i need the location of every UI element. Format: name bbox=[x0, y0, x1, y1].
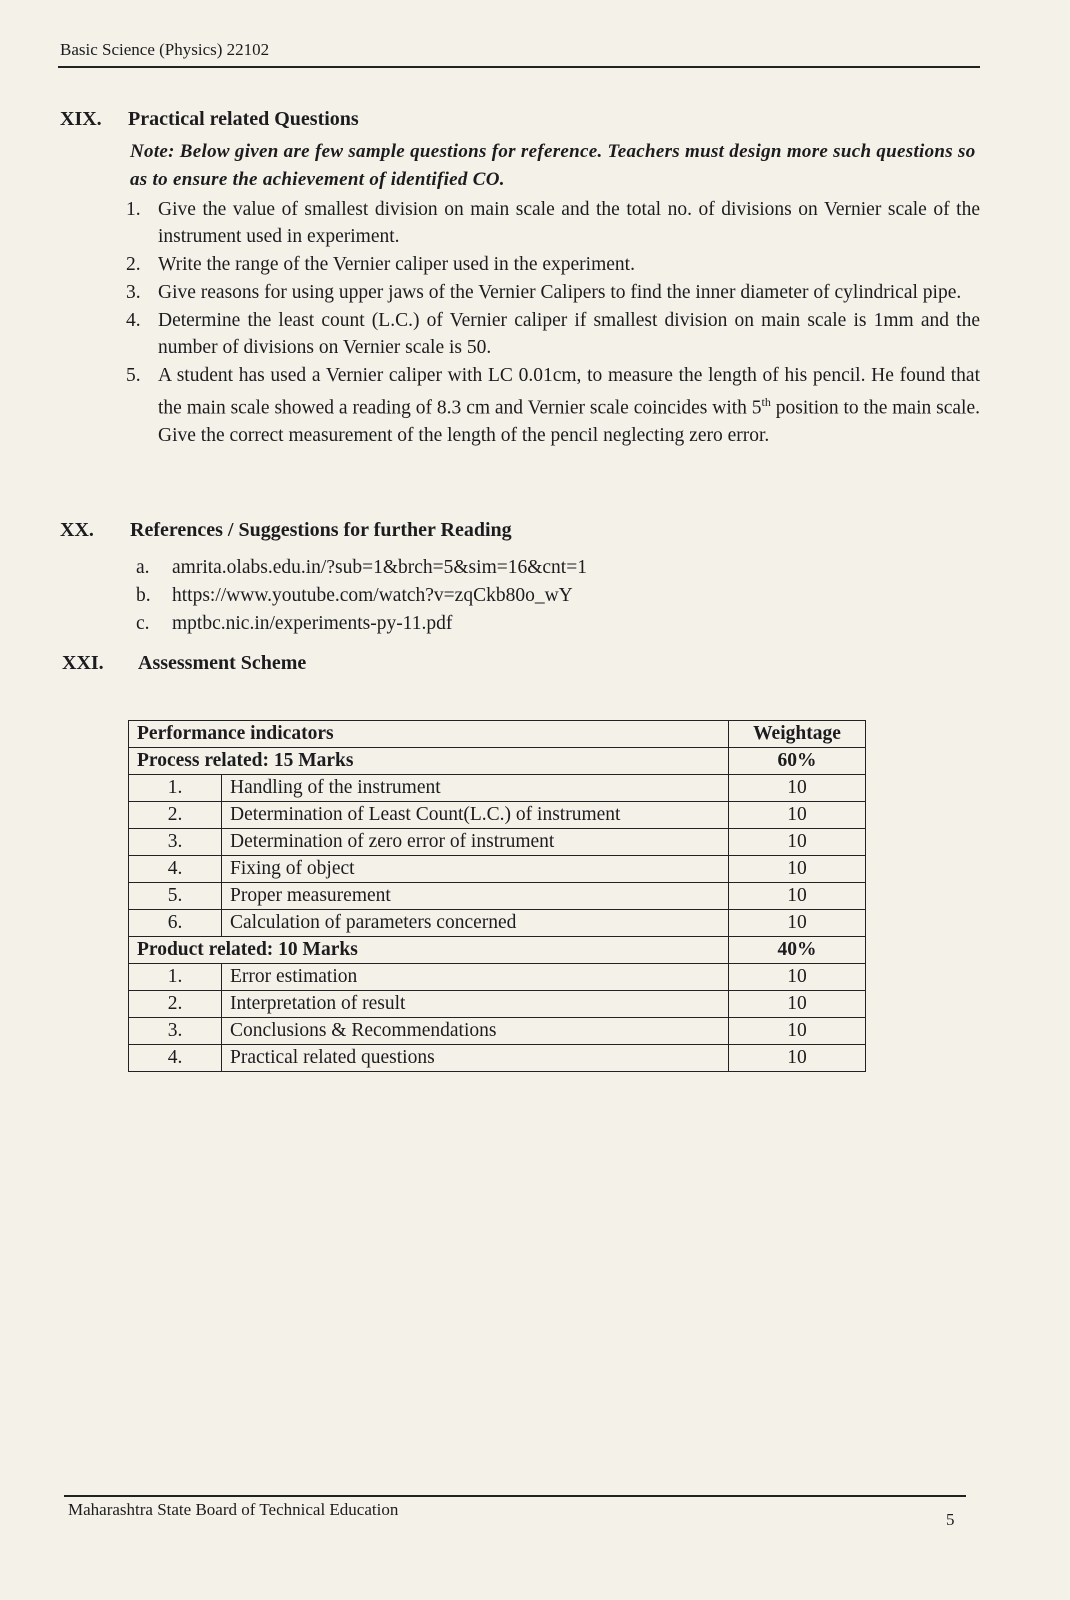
table-row: 4. Fixing of object 10 bbox=[129, 856, 866, 883]
note-text: Note: Below given are few sample questions for reference. Teachers must design more such questions so as to ensure the achievement of identified CO. bbox=[130, 141, 976, 190]
section-xx-number: XX. bbox=[60, 519, 94, 541]
list-item: 1. Give the value of smallest division on main scale and the total no. of divisions on Vernier scale of the instrument used in experiment. bbox=[126, 199, 980, 247]
section-xxi-number: XXI. bbox=[62, 652, 104, 674]
footer-text: Maharashtra State Board of Technical Education bbox=[68, 1500, 399, 1519]
table-row: 2. Interpretation of result 10 bbox=[129, 991, 866, 1018]
section-xix-number: XIX. bbox=[60, 108, 102, 130]
reference-item[interactable]: b. https://www.youtube.com/watch?v=zqCkb80o_wY bbox=[136, 585, 573, 606]
section-xx-title: References / Suggestions for further Reading bbox=[130, 519, 512, 541]
table-row: 3. Conclusions & Recommendations 10 bbox=[129, 1018, 866, 1045]
page-number: 5 bbox=[946, 1510, 955, 1529]
section-xix-title: Practical related Questions bbox=[128, 108, 359, 130]
header-rule bbox=[58, 66, 980, 68]
table-row: 2. Determination of Least Count(L.C.) of instrument 10 bbox=[129, 802, 866, 829]
table-row: 4. Practical related questions 10 bbox=[129, 1045, 866, 1072]
header-title: Basic Science (Physics) 22102 bbox=[60, 40, 270, 59]
table-header-row: Performance indicators Weightage bbox=[129, 721, 866, 748]
table-row: 1. Handling of the instrument 10 bbox=[129, 775, 866, 802]
reference-list bbox=[136, 554, 587, 638]
reference-item[interactable]: a. amrita.olabs.edu.in/?sub=1&brch=5&sim=16&cnt=1 bbox=[136, 557, 587, 578]
table-row: 3. Determination of zero error of instrument 10 bbox=[129, 829, 866, 856]
table-group-row: Product related: 10 Marks 40% bbox=[129, 937, 866, 964]
footer-rule bbox=[64, 1495, 966, 1497]
list-item: 5. A student has used a Vernier caliper with LC 0.01cm, to measure the length of his pencil. He found that the main scale showed a reading of 8.3 cm and Vernier scale coincides with 5th position to the main scale. Give the correct measurement of the length of the pencil neglecting zero error. bbox=[126, 365, 980, 446]
list-item: 3. Give reasons for using upper jaws of the Vernier Calipers to find the inner diameter of cylindrical pipe. bbox=[126, 282, 962, 303]
table-row: 5. Proper measurement 10 bbox=[129, 883, 866, 910]
question-list bbox=[126, 196, 980, 450]
table-group-row: Process related: 15 Marks 60% bbox=[129, 748, 866, 775]
list-item: 4. Determine the least count (L.C.) of Vernier caliper if smallest division on main scale is 1mm and the number of divisions on Vernier scale is 50. bbox=[126, 310, 980, 358]
table-row: 1. Error estimation 10 bbox=[129, 964, 866, 991]
section-xxi-title: Assessment Scheme bbox=[138, 652, 307, 674]
reference-item[interactable]: c. mptbc.nic.in/experiments-py-11.pdf bbox=[136, 613, 453, 634]
list-item: 2. Write the range of the Vernier caliper used in the experiment. bbox=[126, 254, 635, 275]
assessment-table bbox=[128, 720, 866, 1072]
table-row: 6. Calculation of parameters concerned 10 bbox=[129, 910, 866, 937]
